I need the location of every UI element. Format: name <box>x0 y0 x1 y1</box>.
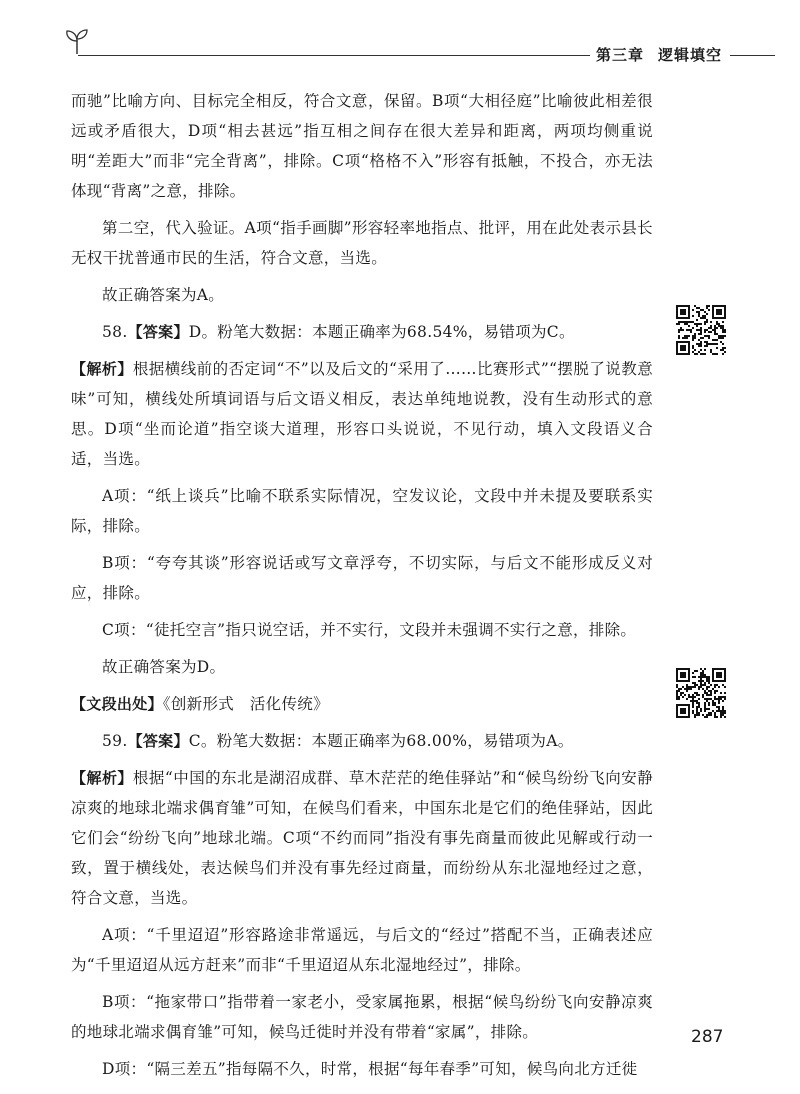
source-text: 《创新形式 活化传统》 <box>162 695 329 713</box>
analysis-tag: 【解析】 <box>71 769 133 787</box>
paragraph: 故正确答案为D。 <box>102 658 226 676</box>
paragraph: A项：“纸上谈兵”比喻不联系实际情况，空发议论，文段中并未提及要联系实际，排除。 <box>71 487 653 535</box>
page-body <box>71 86 653 1091</box>
paragraph: 故正确答案为A。 <box>102 286 225 304</box>
sprout-icon <box>62 26 92 56</box>
header-rule-left <box>78 55 590 56</box>
answer-text: C。粉笔大数据：本题正确率为68.00%，易错项为A。 <box>188 732 574 750</box>
answer-tag: 【答案】 <box>127 732 189 750</box>
qr-code-icon[interactable] <box>676 305 726 355</box>
source-tag: 【文段出处】 <box>71 695 163 713</box>
paragraph: A项：“千里迢迢”形容路途非常遥远，与后文的“经过”搭配不当，正确表述应为“千里迢迢从远方赶来”而非“千里迢迢从东北湿地经过”，排除。 <box>71 926 653 974</box>
chapter-label: 第三章 <box>596 46 645 64</box>
question-number: 59. <box>102 732 128 750</box>
analysis-58 <box>71 354 653 474</box>
paragraph: 而驰”比喻方向、目标完全相反，符合文意，保留。B项“大相径庭”比喻彼此相差很远或矛盾很大，D项“相去甚远”指互相之间存在很大差异和距离，两项均侧重说明“差距大”而非“完全背离”，排除。C项“格格不入”形容有抵触，不投合，亦无法体现“背离”之意，排除。 <box>71 92 653 200</box>
answer-59 <box>71 726 653 756</box>
paragraph: C项：“徒托空言”指只说空话，并不实行，文段并未强调不实行之意，排除。 <box>102 621 637 639</box>
analysis-text: 根据横线前的否定词“不”以及后文的“采用了……比赛形式”“摆脱了说教意味”可知，横线处所填词语与后文语义相反，表达单纯地说教，没有生动形式的意思。D项“坐而论道”指空谈大道理，形容口头说说，不见行动，填入文段语义合适，当选。 <box>71 360 654 468</box>
answer-58 <box>71 317 653 347</box>
paragraph: D项：“隔三差五”指每隔不久，时常，根据“每年春季”可知，候鸟向北方迁徙 <box>102 1060 638 1078</box>
analysis-tag: 【解析】 <box>71 360 133 378</box>
header-rule-right <box>730 55 775 56</box>
running-header <box>596 44 736 65</box>
analysis-59 <box>71 763 653 913</box>
paragraph: B项：“拖家带口”指带着一家老小，受家属拖累，根据“候鸟纷纷飞向安静凉爽的地球北端求偶育雏”可知，候鸟迁徙时并没有带着“家属”，排除。 <box>71 993 653 1041</box>
answer-tag: 【答案】 <box>127 323 189 341</box>
paragraph: 第二空，代入验证。A项“指手画脚”形容轻率地指点、批评，用在此处表示县长无权干扰普通市民的生活，符合文意，当选。 <box>71 219 653 267</box>
analysis-text: 根据“中国的东北是湖沼成群、草木茫茫的绝佳驿站”和“候鸟纷纷飞向安静凉爽的地球北端求偶育雏”可知，在候鸟们看来，中国东北是它们的绝佳驿站，因此它们会“纷纷飞向”地球北端。C项“不约而同”指没有事先商量而彼此见解或行动一致，置于横线处，表达候鸟们并没有事先经过商量，而纷纷从东北湿地经过之意，符合文意，当选。 <box>71 769 653 907</box>
paragraph: B项：“夸夸其谈”形容说话或写文章浮夸，不切实际，与后文不能形成反义对应，排除。 <box>71 554 653 602</box>
question-number: 58. <box>102 323 128 341</box>
page-number: 287 <box>691 1027 724 1047</box>
qr-code-icon[interactable] <box>676 668 726 718</box>
source-58 <box>71 689 653 719</box>
section-label: 逻辑填空 <box>658 46 723 64</box>
answer-text: D。粉笔大数据：本题正确率为68.54%，易错项为C。 <box>188 323 575 341</box>
